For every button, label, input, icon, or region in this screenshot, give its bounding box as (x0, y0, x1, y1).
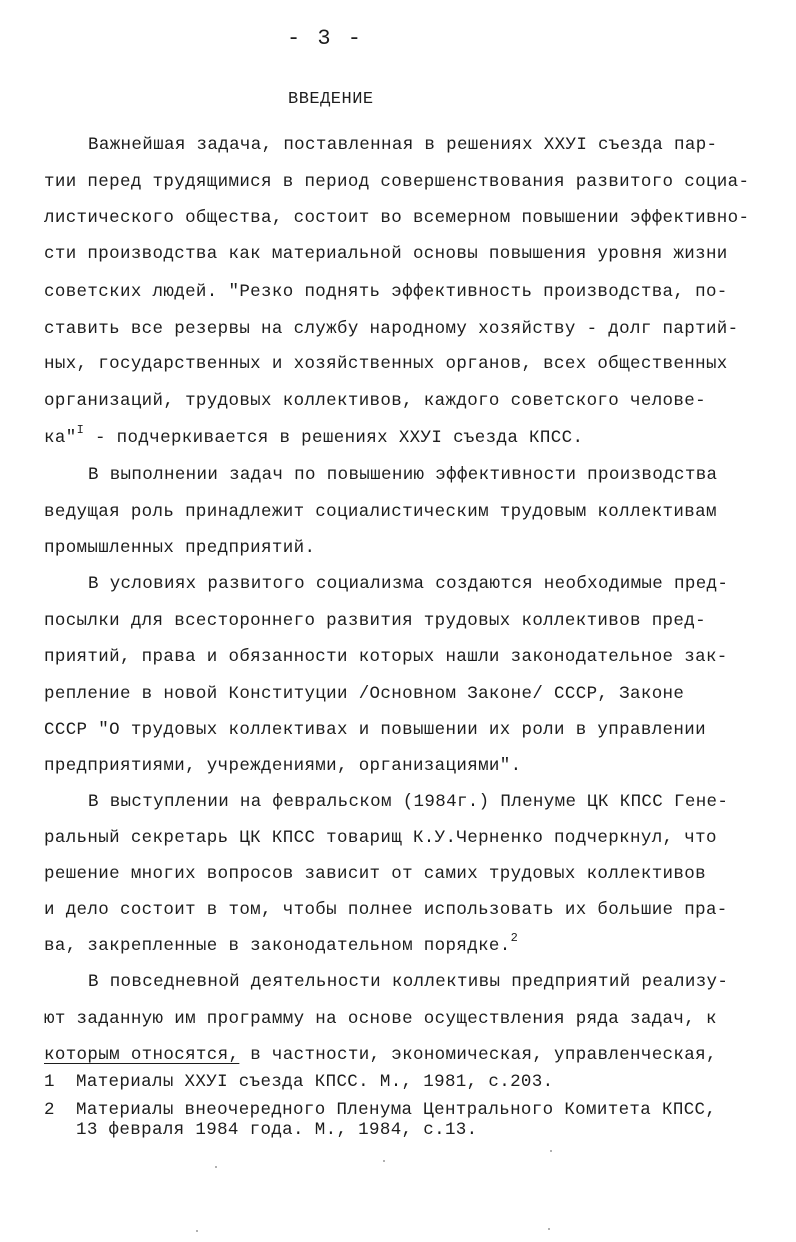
text-line: сти производства как материальной основы повышения уровня жизни (44, 244, 728, 264)
text-line: промышленных предприятий. (44, 538, 316, 558)
scan-speck (215, 1166, 217, 1168)
text-line: листического общества, состоит во всемерном повышении эффективно- (44, 208, 750, 228)
section-heading: ВВЕДЕНИЕ (288, 90, 374, 109)
text-line: В повседневной деятельности коллективы предприятий реализу- (88, 972, 729, 992)
text-line: В условиях развитого социализма создаются необходимые пред- (88, 574, 729, 594)
text-line: ют заданную им программу на основе осуществления ряда задач, к (44, 1009, 717, 1029)
text-line: приятий, права и обязанности которых нашли законодательное зак- (44, 647, 728, 667)
text-fragment: - подчеркивается в решениях XXУI съезда КПСС. (84, 428, 584, 448)
text-line: репление в новой Конституции /Основном Законе/ СССР, Законе (44, 684, 685, 704)
text-line: В выступлении на февральском (1984г.) Пленуме ЦК КПСС Гене- (88, 792, 729, 812)
text-line: решение многих вопросов зависит от самих трудовых коллективов (44, 864, 706, 884)
underlined-fragment: которым относятся, (44, 1045, 240, 1065)
text-line: советских людей. "Резко поднять эффективность производства, по- (44, 282, 728, 302)
page-number: - 3 - (286, 26, 363, 51)
text-line: Важнейшая задача, поставленная в решениях XXУI съезда пар- (88, 135, 718, 155)
scan-speck (548, 1228, 550, 1230)
text-fragment: ва, закрепленные в законодательном порядке. (44, 936, 511, 956)
text-line: посылки для всестороннего развития трудовых коллективов пред- (44, 611, 706, 631)
footnote-ref: I (76, 423, 85, 437)
footnote-text: Материалы XXУI съезда КПСС. М., 1981, с.203. (76, 1072, 554, 1092)
text-line: организаций, трудовых коллективов, каждого советского челове- (44, 391, 706, 411)
footnote-text: Материалы внеочередного Пленума Центрального Комитета КПСС, (76, 1100, 717, 1120)
text-line: предприятиями, учреждениями, организациями". (44, 756, 522, 776)
footnote-number: 1 (44, 1072, 55, 1092)
text-line: и дело состоит в том, чтобы полнее использовать их большие пра- (44, 900, 728, 920)
text-line-with-footnote-ref (44, 423, 584, 451)
text-line: ставить все резервы на службу народному хозяйству - долг партий- (44, 319, 739, 339)
footnote-number: 2 (44, 1100, 55, 1120)
scan-speck (383, 1160, 385, 1162)
text-line: ных, государственных и хозяйственных органов, всех общественных (44, 354, 728, 374)
scan-speck (550, 1150, 552, 1152)
text-line: ведущая роль принадлежит социалистическим трудовым коллективам (44, 502, 717, 522)
footnote-ref: 2 (510, 931, 519, 945)
footnote-text: 13 февраля 1984 года. М., 1984, с.13. (76, 1120, 478, 1140)
text-line: В выполнении задач по повышению эффективности производства (88, 465, 718, 485)
text-line-underlined-start (44, 1043, 717, 1067)
text-line-with-footnote-ref (44, 931, 519, 959)
text-line: ральный секретарь ЦК КПСС товарищ К.У.Черненко подчеркнул, что (44, 828, 717, 848)
text-line: тии перед трудящимися в период совершенствования развитого социа- (44, 172, 750, 192)
scan-speck (196, 1230, 198, 1232)
text-fragment: ка" (44, 428, 77, 448)
text-line: СССР "О трудовых коллективах и повышении их роли в управлении (44, 720, 706, 740)
text-fragment: в частности, экономическая, управленческая, (239, 1045, 717, 1065)
